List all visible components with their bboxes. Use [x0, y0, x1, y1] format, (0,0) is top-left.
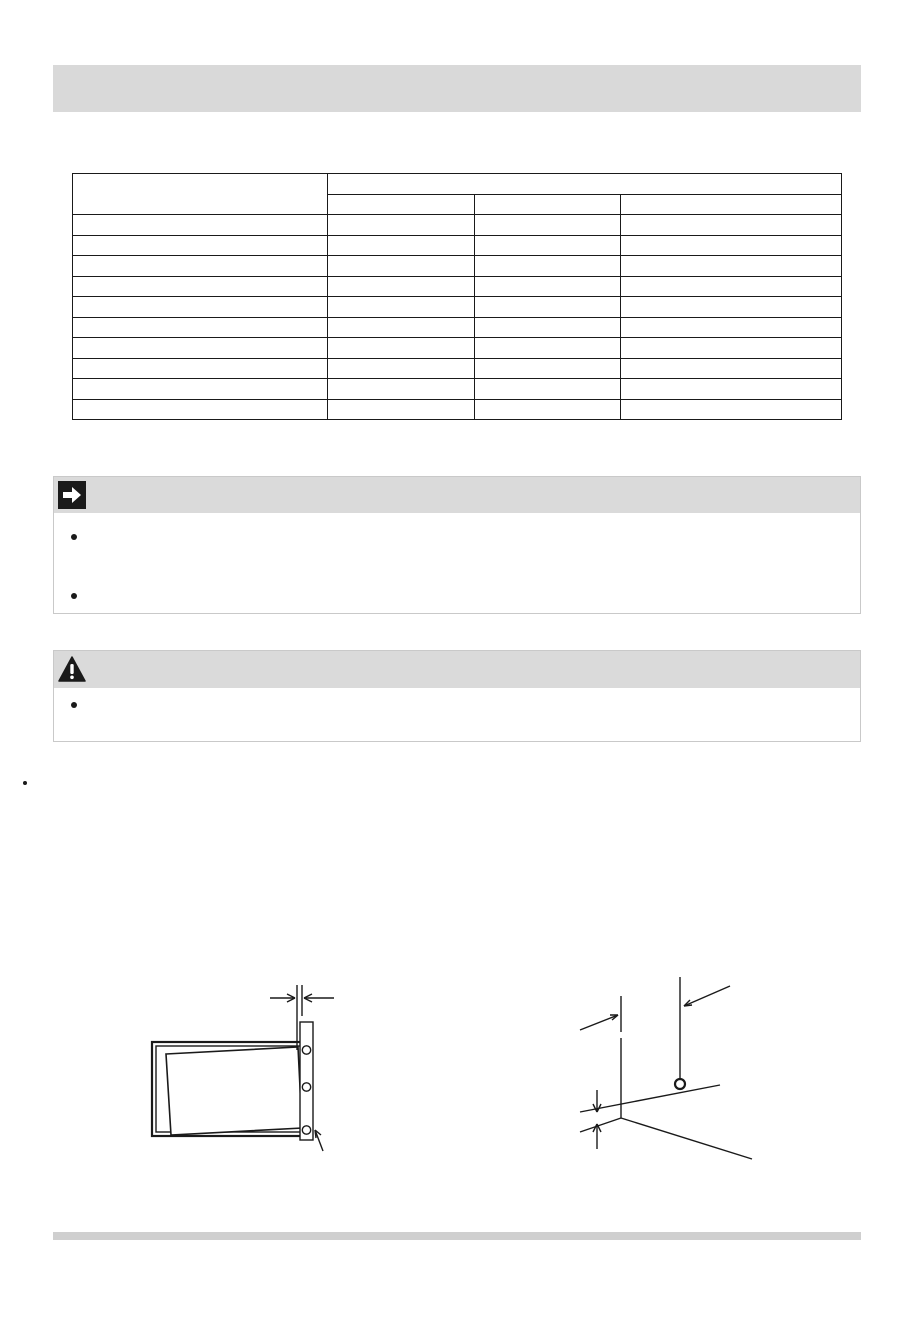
- warning-header: [54, 651, 860, 688]
- table-row: [73, 256, 842, 277]
- table-cell: [328, 338, 475, 359]
- table-cell: [475, 215, 621, 236]
- table-cell: [328, 235, 475, 256]
- note-bullet: [71, 534, 77, 540]
- table-cell: [621, 317, 842, 338]
- table-cell: [73, 256, 328, 277]
- table-cell: [621, 399, 842, 420]
- table-cell: [475, 256, 621, 277]
- note-header: [54, 477, 860, 513]
- table-cell: [73, 235, 328, 256]
- spec-table-subheader: [621, 195, 842, 215]
- table-row: [73, 276, 842, 297]
- table-cell: [328, 276, 475, 297]
- table-cell: [328, 317, 475, 338]
- warning-bullet: [71, 702, 77, 708]
- table-cell: [621, 276, 842, 297]
- table-cell: [328, 297, 475, 318]
- table-cell: [475, 358, 621, 379]
- table-cell: [73, 276, 328, 297]
- table-row: [73, 215, 842, 236]
- table-cell: [328, 379, 475, 400]
- table-row: [73, 399, 842, 420]
- table-cell: [475, 379, 621, 400]
- table-cell: [475, 399, 621, 420]
- table-cell: [621, 338, 842, 359]
- table-cell: [73, 379, 328, 400]
- table-cell: [475, 276, 621, 297]
- table-cell: [621, 379, 842, 400]
- table-cell: [73, 297, 328, 318]
- table-row: [73, 379, 842, 400]
- table-cell: [621, 297, 842, 318]
- table-row: [73, 317, 842, 338]
- table-cell: [73, 215, 328, 236]
- table-cell: [475, 297, 621, 318]
- table-row: [73, 358, 842, 379]
- table-row: [73, 297, 842, 318]
- warning-box: [53, 650, 861, 742]
- table-cell: [73, 317, 328, 338]
- table-cell: [328, 215, 475, 236]
- table-cell: [475, 317, 621, 338]
- body-bullet: [23, 781, 27, 785]
- page-header-bar: [53, 65, 861, 112]
- table-cell: [328, 256, 475, 277]
- spec-table-subheader: [475, 195, 621, 215]
- note-box: [53, 476, 861, 614]
- table-row: [73, 235, 842, 256]
- table-cell: [475, 235, 621, 256]
- table-cell: [73, 358, 328, 379]
- table-cell: [621, 358, 842, 379]
- door-hinge-gap-diagram: [140, 980, 340, 1155]
- spec-table-subheader: [328, 195, 475, 215]
- arrow-right-icon: [58, 481, 86, 509]
- table-cell: [621, 256, 842, 277]
- table-row: [73, 338, 842, 359]
- table-cell: [328, 399, 475, 420]
- table-cell: [621, 215, 842, 236]
- spec-table: [72, 173, 842, 420]
- floor-level-diagram: [570, 972, 770, 1167]
- spec-table-header-group: [328, 174, 842, 195]
- table-cell: [621, 235, 842, 256]
- spec-table-header-left: [73, 174, 328, 215]
- note-bullet: [71, 593, 77, 599]
- table-cell: [328, 358, 475, 379]
- warning-triangle-icon: [58, 655, 86, 683]
- table-cell: [475, 338, 621, 359]
- page-footer-bar: [53, 1232, 861, 1240]
- table-cell: [73, 338, 328, 359]
- table-cell: [73, 399, 328, 420]
